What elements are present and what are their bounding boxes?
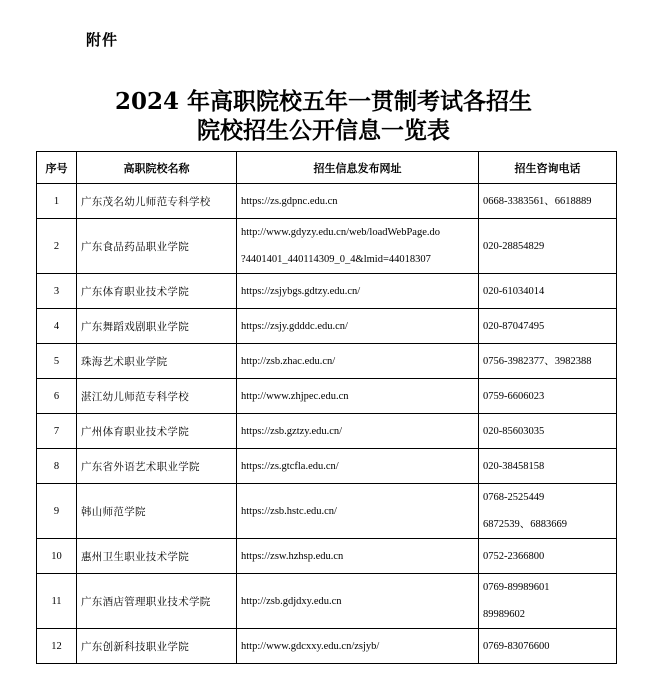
header-school-name: 高职院校名称 — [77, 152, 237, 184]
website-url-text[interactable]: http://www.gdcxxy.edu.cn/zsjyb/ — [241, 640, 380, 652]
serial-number-cell: 11 — [37, 574, 77, 629]
phone-number-text: 020-85603035 — [483, 425, 545, 437]
school-name-cell: 广州体育职业技术学院 — [77, 414, 237, 449]
phone-cell — [479, 484, 617, 539]
website-url-text[interactable]: ?4401401_440114309_0_4&lmid=44018307 — [241, 254, 431, 265]
school-name-cell: 广东创新科技职业学院 — [77, 629, 237, 664]
phone-cell — [479, 539, 617, 574]
phone-cell — [479, 449, 617, 484]
phone-number-text: 0769-89989601 — [483, 582, 550, 593]
phone-cell — [479, 629, 617, 664]
phone-number-text: 020-28854829 — [483, 240, 545, 252]
table-row — [37, 629, 617, 664]
website-cell — [237, 344, 479, 379]
document-title-line-2: 院校招生公开信息一览表 — [197, 117, 450, 144]
school-name-cell: 广东体育职业技术学院 — [77, 274, 237, 309]
phone-number-text: 0668-3383561、6618889 — [483, 195, 592, 207]
phone-number-text: 0769-83076600 — [483, 640, 550, 652]
website-cell — [237, 274, 479, 309]
school-name-cell: 广东茂名幼儿师范专科学校 — [77, 184, 237, 219]
website-cell — [237, 574, 479, 629]
serial-number-cell: 3 — [37, 274, 77, 309]
school-name-cell: 广东食品药品职业学院 — [77, 219, 237, 274]
table-row — [37, 184, 617, 219]
phone-number-text: 0759-6606023 — [483, 390, 545, 402]
website-cell — [237, 414, 479, 449]
table-row — [37, 574, 617, 629]
phone-number-text: 0756-3982377、3982388 — [483, 355, 592, 367]
serial-number-cell: 5 — [37, 344, 77, 379]
phone-cell — [479, 309, 617, 344]
website-cell — [237, 484, 479, 539]
table-header-row — [37, 152, 617, 184]
website-url-text[interactable]: https://zsw.hzhsp.edu.cn — [241, 550, 344, 562]
document-title-line-1: 2024 年高职院校五年一贯制考试各招生 — [114, 88, 533, 115]
table-row — [37, 379, 617, 414]
phone-cell — [479, 379, 617, 414]
website-cell — [237, 449, 479, 484]
table-row — [37, 414, 617, 449]
table-row — [37, 274, 617, 309]
phone-number-text: 020-38458158 — [483, 460, 545, 472]
phone-number-text: 89989602 — [483, 609, 525, 620]
school-name-cell: 惠州卫生职业技术学院 — [77, 539, 237, 574]
header-phone: 招生咨询电话 — [479, 152, 617, 184]
table-body — [37, 184, 617, 664]
phone-number-text: 020-87047495 — [483, 320, 545, 332]
phone-number-text: 6872539、6883669 — [483, 519, 567, 530]
serial-number-cell: 4 — [37, 309, 77, 344]
website-url-text[interactable]: https://zs.gdpnc.edu.cn — [241, 195, 338, 207]
website-cell — [237, 219, 479, 274]
website-url-text[interactable]: https://zsb.gztzy.edu.cn/ — [241, 425, 343, 437]
serial-number-cell: 2 — [37, 219, 77, 274]
table-row — [37, 309, 617, 344]
website-url-text[interactable]: http://www.zhjpec.edu.cn — [241, 390, 349, 402]
serial-number-cell: 8 — [37, 449, 77, 484]
header-website: 招生信息发布网址 — [237, 152, 479, 184]
serial-number-cell: 10 — [37, 539, 77, 574]
website-url-text[interactable]: https://zs.gtcfla.edu.cn/ — [241, 460, 339, 472]
phone-cell — [479, 274, 617, 309]
table-row — [37, 344, 617, 379]
website-url-text[interactable]: http://www.gdyzy.edu.cn/web/loadWebPage.do — [241, 227, 440, 238]
header-serial-number: 序号 — [37, 152, 77, 184]
school-name-cell: 韩山师范学院 — [77, 484, 237, 539]
website-url-text[interactable]: http://zsb.zhac.edu.cn/ — [241, 355, 336, 367]
serial-number-cell: 12 — [37, 629, 77, 664]
table-row — [37, 219, 617, 274]
serial-number-cell: 1 — [37, 184, 77, 219]
school-name-cell: 广东酒店管理职业技术学院 — [77, 574, 237, 629]
phone-number-text: 020-61034014 — [483, 285, 545, 297]
website-url-text[interactable]: https://zsjy.gdddc.edu.cn/ — [241, 320, 348, 332]
website-url-text[interactable]: http://zsb.gdjdxy.edu.cn — [241, 595, 342, 607]
phone-cell — [479, 184, 617, 219]
website-cell — [237, 379, 479, 414]
phone-number-text: 0752-2366800 — [483, 550, 545, 562]
table-row — [37, 539, 617, 574]
school-name-cell: 湛江幼儿师范专科学校 — [77, 379, 237, 414]
phone-number-text: 0768-2525449 — [483, 492, 545, 503]
phone-cell — [479, 344, 617, 379]
school-name-cell: 珠海艺术职业学院 — [77, 344, 237, 379]
serial-number-cell: 9 — [37, 484, 77, 539]
phone-cell — [479, 574, 617, 629]
table-row — [37, 484, 617, 539]
website-cell — [237, 309, 479, 344]
serial-number-cell: 7 — [37, 414, 77, 449]
school-name-cell: 广东舞蹈戏剧职业学院 — [77, 309, 237, 344]
website-url-text[interactable]: https://zsjybgs.gdtzy.edu.cn/ — [241, 285, 361, 297]
phone-cell — [479, 219, 617, 274]
website-cell — [237, 184, 479, 219]
serial-number-cell: 6 — [37, 379, 77, 414]
website-cell — [237, 629, 479, 664]
website-cell — [237, 539, 479, 574]
attachment-label: 附件 — [86, 31, 119, 49]
table-row — [37, 449, 617, 484]
website-url-text[interactable]: https://zsb.hstc.edu.cn/ — [241, 505, 337, 517]
admissions-info-table — [36, 151, 617, 664]
school-name-cell: 广东省外语艺术职业学院 — [77, 449, 237, 484]
phone-cell — [479, 414, 617, 449]
